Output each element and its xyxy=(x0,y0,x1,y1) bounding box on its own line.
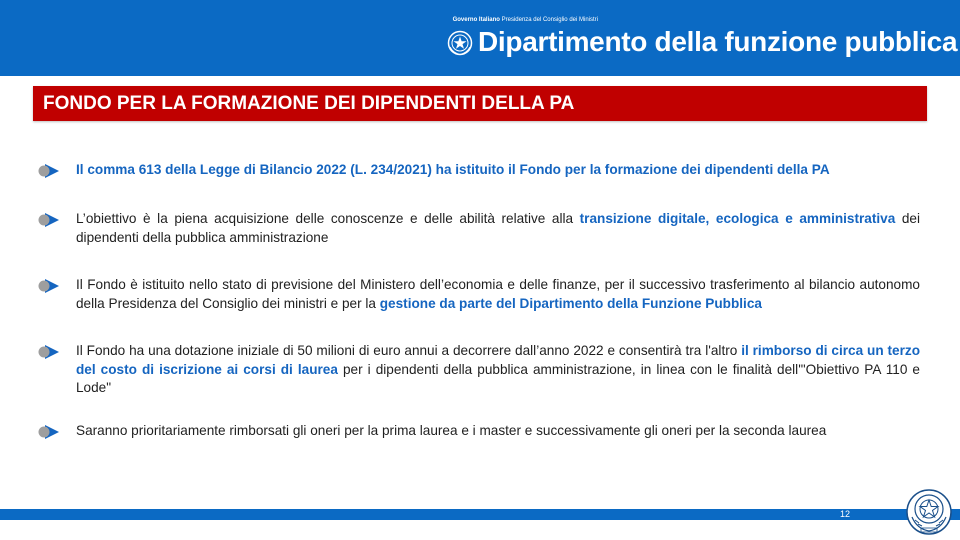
arrow-bullet-icon xyxy=(36,212,60,228)
slide-title: FONDO PER LA FORMAZIONE DEI DIPENDENTI DELLA PA xyxy=(43,93,575,114)
arrow-bullet-icon xyxy=(36,278,60,294)
header-government-line xyxy=(453,17,598,24)
arrow-bullet-icon xyxy=(36,344,60,360)
bullet-text-highlight: transizione digitale, ecologica e amministrativa xyxy=(579,211,896,226)
bullet-text-highlight: Il comma 613 della Legge di Bilancio 2022 (L. 234/2021) ha istituito il Fondo per la formazione dei dipendenti della PA xyxy=(76,162,830,177)
bullet-text-part: per i dipendenti della pubblica amministrazione, in linea con le finalità dell'"Obiettivo PA 110 e Lode" xyxy=(76,361,920,395)
bullet-text xyxy=(76,342,920,398)
bullet-text-highlight: il rimborso di circa un terzo del costo di iscrizione ai corsi di laurea xyxy=(76,343,920,377)
header-presidency-label: Presidenza del Consiglio dei Ministri xyxy=(501,17,598,23)
italian-republic-emblem-icon xyxy=(903,487,955,537)
bullet-text-highlight: gestione da parte del Dipartimento della Funzione Pubblica xyxy=(379,295,762,311)
bullet-text-part: Il Fondo è istituito nello stato di previsione del Ministero dell’economia e delle finanze, per il successivo trasferimento al bilancio autonomo della Presidenza del Consiglio dei ministri e per la xyxy=(76,277,920,311)
bullet-text xyxy=(76,210,920,247)
arrow-bullet-icon xyxy=(36,424,60,440)
page-number: 12 xyxy=(839,509,850,519)
bullet-text xyxy=(76,422,920,441)
bullet-text-part: dei dipendenti della pubblica amministrazione xyxy=(76,211,920,245)
bullet-text-part: L’obiettivo è la piena acquisizione delle conoscenze e delle abilità relative alla xyxy=(76,211,580,226)
slide-title-bar xyxy=(33,86,927,121)
footer-bar xyxy=(0,509,960,520)
italian-republic-emblem-icon xyxy=(447,30,473,56)
department-title: Dipartimento della funzione pubblica xyxy=(478,26,958,57)
header-bar xyxy=(0,0,960,76)
arrow-bullet-icon xyxy=(36,163,60,179)
bullet-text xyxy=(76,276,920,313)
bullet-text xyxy=(76,161,920,180)
bullet-text-part: Saranno prioritariamente rimborsati gli oneri per la prima laurea e i master e successivamente gli oneri per la seconda laurea xyxy=(76,423,827,438)
header-government-label: Governo Italiano xyxy=(452,17,500,23)
bullet-text-part: Il Fondo ha una dotazione iniziale di 50 milioni di euro annui a decorrere dall’anno 2022 e consentirà tra l'altro xyxy=(76,343,742,358)
